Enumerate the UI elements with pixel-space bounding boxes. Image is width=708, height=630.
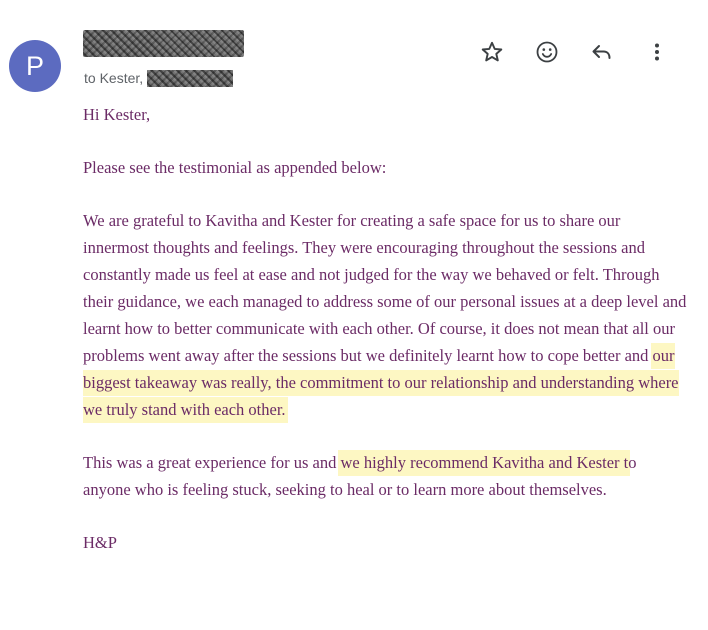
greeting: Hi Kester, [83, 105, 151, 124]
email-body [83, 101, 688, 582]
star-icon [480, 40, 504, 64]
testimonial-paragraph-1 [83, 207, 688, 423]
highlighted-takeaway: our biggest takeaway was really, the commitment to our relationship and understanding where we truly stand with each other. [83, 343, 679, 423]
more-options-button[interactable] [643, 38, 671, 66]
avatar-letter: P [25, 50, 44, 81]
more-vertical-icon [645, 40, 669, 64]
paragraph-2-start: This was a great experience for us and [83, 453, 341, 472]
star-button[interactable] [478, 38, 506, 66]
intro-line: Please see the testimonial as appended below: [83, 158, 387, 177]
testimonial-paragraph-2 [83, 449, 688, 503]
sender-name-redacted[interactable] [83, 30, 244, 57]
paragraph-2-end: o anyone who is feeling stuck, seeking to heal or to learn more about themselves. [83, 453, 637, 499]
paragraph-1-text: We are grateful to Kavitha and Kester for creating a safe space for us to share our innermost thoughts and feelings. They were encouraging throughout the sessions and constantly made us feel at ease and not judged for the way we behaved or felt. Through their guidance, we each managed to address some of our personal issues at a deep level and learnt how to better communicate with each other. Of course, it does not mean that all our problems went away after the sessions but we definitely learnt how to cope better and [83, 211, 687, 365]
reply-button[interactable] [588, 38, 616, 66]
recipient-prefix: to Kester, [84, 70, 144, 86]
reply-icon [590, 40, 614, 64]
sender-avatar[interactable] [9, 40, 61, 92]
message-actions [478, 38, 671, 66]
highlighted-recommendation: we highly recommend Kavitha and Kester t [340, 450, 628, 476]
recipient-line[interactable] [84, 68, 233, 88]
emoji-reaction-button[interactable] [533, 38, 561, 66]
recipient-name-redacted [147, 70, 233, 87]
signature: H&P [83, 533, 117, 552]
smiley-icon [535, 40, 559, 64]
